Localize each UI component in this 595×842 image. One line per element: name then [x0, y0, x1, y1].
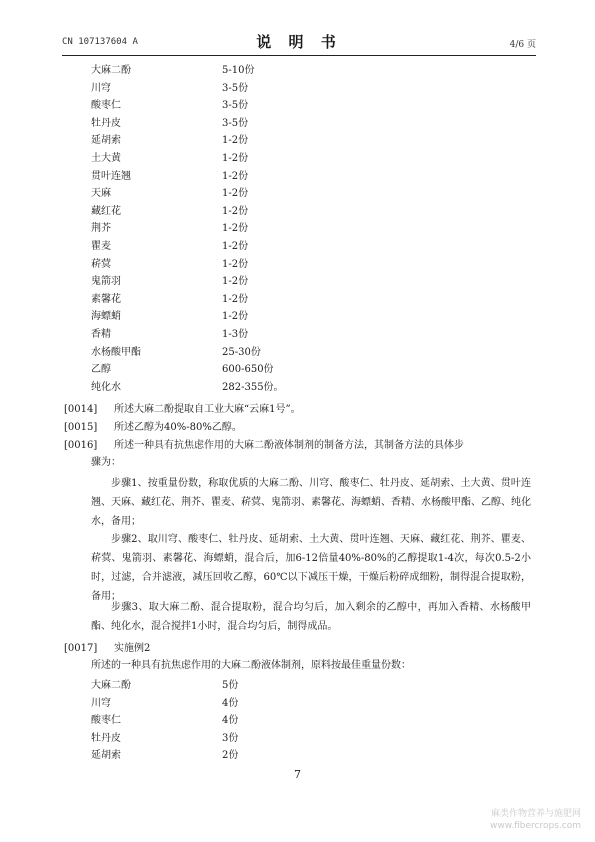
watermark — [490, 808, 581, 832]
ingredient-quantity: 282-355份。 — [222, 381, 284, 393]
ingredient-name: 鬼箭羽 — [91, 276, 121, 288]
page-header — [62, 30, 536, 52]
ingredient-quantity: 3-5份 — [222, 117, 249, 129]
ingredient-quantity: 4份 — [222, 697, 239, 709]
paragraph-0015 — [64, 420, 242, 436]
ingredient-quantity: 600-650份 — [222, 364, 274, 376]
ingredient-name: 藏红花 — [91, 205, 121, 217]
patent-number: CN 107137604 A — [62, 37, 138, 47]
ingredient-name: 延胡索 — [91, 135, 121, 147]
ingredient-name: 川穹 — [91, 697, 111, 709]
ingredient-name: 贯叶连翘 — [91, 170, 131, 182]
paragraph-text: 所述一种具有抗焦虑作用的大麻二酚液体制剂的制备方法，其制备方法的具体步 — [114, 440, 464, 451]
paragraph-number: [0016] — [64, 440, 98, 451]
watermark-line-1: 麻类作物营养与施肥网 — [490, 809, 581, 819]
paragraph-0014 — [64, 402, 301, 418]
ingredient-name: 菥蓂 — [91, 258, 111, 270]
ingredient-quantity: 5-10份 — [222, 65, 255, 76]
ingredient-quantity: 1-2份 — [222, 293, 249, 305]
ingredient-quantity: 1-2份 — [222, 188, 249, 200]
ingredient-name: 荆芥 — [91, 223, 111, 235]
page-indicator: 4/6 页 — [509, 40, 536, 50]
step-2: 步骤2、取川穹、酸枣仁、牡丹皮、延胡索、土大黄、贯叶连翘、天麻、藏红花、荆芥、瞿麦、菥蓂、鬼箭羽、素馨花、海螵蛸，混合后，加6-12倍量40%-80%的乙醇提取1-4次，每次0.5-2小时，过滤，合并滤液，减压回收乙醇，60℃以下减压干燥，干燥后粉碎成细粉，制得混合提取粉，备用； — [91, 534, 531, 602]
example-intro: 所述的一种具有抗焦虑作用的大麻二酚液体制剂，原料按最佳重量份数： — [91, 660, 411, 671]
ingredient-name: 大麻二酚 — [91, 65, 131, 76]
paragraph-number: [0015] — [64, 422, 98, 433]
ingredient-quantity: 2份 — [222, 750, 239, 762]
ingredient-quantity: 25-30份 — [222, 346, 261, 358]
ingredient-name: 大麻二酚 — [91, 680, 131, 691]
ingredient-quantity: 1-3份 — [222, 329, 249, 340]
paragraph-0016 — [64, 438, 464, 454]
ingredient-name: 酸枣仁 — [91, 715, 121, 727]
paragraph-number: [0017] — [64, 643, 98, 654]
ingredient-quantity: 1-2份 — [222, 311, 249, 323]
paragraph-text: 所述乙醇为40%-80%乙醇。 — [114, 422, 242, 433]
document-title: 说 明 书 — [256, 33, 342, 51]
watermark-line-2: www.fibercrops.com — [490, 821, 581, 831]
ingredient-quantity: 1-2份 — [222, 258, 249, 270]
ingredient-name: 土大黄 — [91, 153, 121, 164]
ingredient-name: 素馨花 — [91, 293, 121, 305]
ingredient-quantity: 1-2份 — [222, 241, 249, 252]
step-3: 步骤3、取大麻二酚、混合提取粉，混合均匀后，加入剩余的乙醇中，再加入香精、水杨酸甲酯、纯化水，混合搅拌1小时，混合均匀后，制得成品。 — [91, 602, 531, 632]
paragraph-text: 所述大麻二酚提取自工业大麻“云麻1号”。 — [114, 404, 301, 415]
ingredient-name: 延胡索 — [91, 750, 121, 762]
ingredient-quantity: 1-2份 — [222, 276, 249, 288]
ingredient-name: 香精 — [91, 329, 111, 340]
paragraph-0017 — [64, 641, 150, 657]
ingredient-name: 水杨酸甲酯 — [91, 346, 141, 358]
ingredient-name: 川穹 — [91, 82, 111, 94]
ingredient-quantity: 3-5份 — [222, 100, 249, 112]
header-rule — [62, 55, 536, 56]
ingredient-quantity: 1-2份 — [222, 223, 249, 235]
ingredient-name: 酸枣仁 — [91, 100, 121, 112]
ingredient-quantity: 1-2份 — [222, 153, 249, 164]
ingredient-name: 天麻 — [91, 188, 111, 200]
page-number: 7 — [294, 768, 301, 781]
ingredient-quantity: 3-5份 — [222, 82, 249, 94]
ingredient-quantity: 3份 — [222, 732, 239, 744]
ingredient-name: 瞿麦 — [91, 241, 111, 252]
ingredient-quantity: 1-2份 — [222, 205, 249, 217]
ingredient-name: 牡丹皮 — [91, 117, 121, 129]
ingredient-name: 海螵蛸 — [91, 311, 121, 323]
ingredient-quantity: 4份 — [222, 715, 239, 727]
ingredient-quantity: 1-2份 — [222, 135, 249, 147]
paragraph-number: [0014] — [64, 404, 98, 415]
ingredient-name: 乙醇 — [91, 364, 111, 376]
ingredient-name: 纯化水 — [91, 381, 121, 393]
step-1: 步骤1、按重量份数，称取优质的大麻二酚、川穹、酸枣仁、牡丹皮、延胡索、土大黄、贯叶连翘、天麻、藏红花、荆芥、瞿麦、菥蓂、鬼箭羽、素馨花、海螵蛸、香精、水杨酸甲酯、乙醇、纯化水，备用； — [91, 478, 531, 527]
paragraph-text: 实施例2 — [114, 643, 151, 654]
ingredient-quantity: 5份 — [222, 680, 239, 691]
ingredient-quantity: 1-2份 — [222, 170, 249, 182]
paragraph-0016-cont: 骤为： — [91, 457, 121, 468]
ingredient-name: 牡丹皮 — [91, 732, 121, 744]
